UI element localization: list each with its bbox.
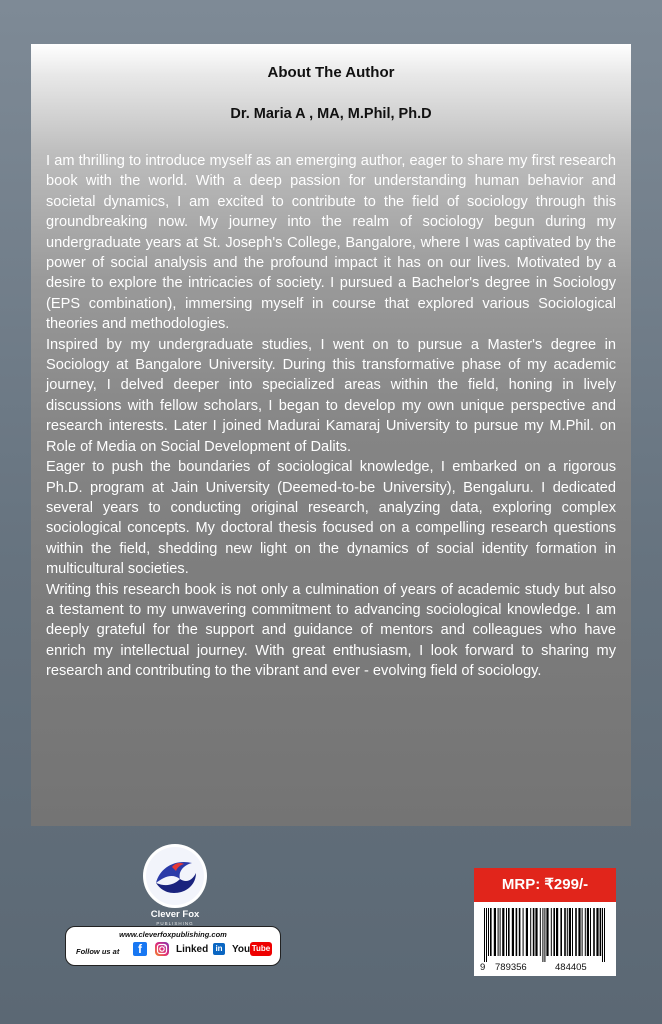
barcode-bar (578, 908, 580, 956)
barcode-bar (575, 908, 577, 956)
barcode-bar (512, 908, 514, 956)
follow-label: Follow us at (76, 947, 120, 956)
website-link[interactable]: www.cleverfoxpublishing.com (119, 930, 227, 939)
bio-paragraph: Inspired by my undergraduate studies, I went on to pursue a Master's degree in Sociology at Bangalore University. During this transformative phase of my academic journey, I delved deeper into specialized areas within the field, honing in lively discussions with fellow scholars, I began to develop my own unique perspective and research interests. Later I joined Madurai Kamaraj University to pursue my M.Phil. on Role of Media on Social Development of Dalits. (46, 336, 616, 455)
barcode-bar (551, 908, 552, 956)
barcode-digit-group: 789356 (495, 962, 527, 973)
youtube-label[interactable]: You (232, 944, 251, 955)
barcode-bar (488, 908, 489, 956)
fox-logo-icon (142, 843, 208, 909)
barcode-bar (553, 908, 555, 956)
barcode-bar (535, 908, 537, 956)
barcode-bar (567, 908, 568, 956)
linkedin-label[interactable]: Linked (176, 944, 209, 955)
author-bio (46, 151, 616, 682)
barcode-guard-bar (542, 908, 543, 962)
barcode-bar (533, 908, 535, 956)
barcode-bar (560, 908, 562, 956)
barcode-bar (587, 908, 589, 956)
bio-paragraph: I am thrilling to introduce myself as an emerging author, eager to share my first research book with the world. With a deep passion for understanding human behavior and societal dynamics, I am excited to contribute to the field of sociology through this groundbreaking now. My journey into the realm of sociology begun during my undergraduate years at St. Joseph's College, Bangalore, where I was captivated by the power of social analysis and the profound impact it has on our lives. Motivated by a desire to explore the intricacies of society. I pursued a Bachelor's degree in Sociology (EPS combination), immersing myself in course that explored various Sociological theories and methodologies. (46, 153, 616, 333)
barcode-bar (494, 908, 496, 956)
barcode-bar (593, 908, 595, 956)
linkedin-icon[interactable]: in (213, 943, 225, 955)
barcode-bar (508, 908, 510, 956)
barcode-bar (490, 908, 492, 956)
barcode-digit-group: 484405 (555, 962, 587, 973)
facebook-icon[interactable]: f (133, 942, 147, 956)
about-author-panel (31, 44, 631, 826)
bio-paragraph: Eager to push the boundaries of sociological knowledge, I embarked on a rigorous Ph.D. program at Jain University (Deemed-to-be University), Bengaluru. I dedicated several years to conducting original research, analyzing data, exploring complex sociological concepts. My doctoral thesis focused on a compelling research questions within the field, shedding new light on the dynamics of social identity formation in multicultural societies. (46, 459, 616, 578)
barcode-bar (590, 908, 591, 956)
barcode-guard-bar (604, 908, 605, 962)
bio-paragraph: Writing this research book is not only a culmination of years of academic study but also a testament to my unwavering commitment to advancing sociological knowledge. I am deeply grateful for the support and guidance of mentors and colleagues who have enrich my intellectual journey. With great enthusiasm, I look forward to sharing my research and contributing to the vibrant and ever - evolving field of sociology. (46, 581, 616, 680)
mrp-price-label: MRP: ₹299/- (474, 868, 616, 902)
barcode-bar (523, 908, 524, 956)
barcode-bar (530, 908, 531, 956)
author-name: Dr. Maria A , MA, M.Phil, Ph.D (230, 106, 432, 122)
barcode-bar (546, 908, 548, 956)
barcode-bar (596, 908, 598, 956)
barcode-bar (500, 908, 501, 956)
barcode-bar (502, 908, 504, 956)
barcode-guard-bar (486, 908, 487, 962)
barcode-bar (582, 908, 583, 956)
barcode-bar (556, 908, 558, 956)
barcode-guard-bar (484, 908, 485, 962)
social-links-box (65, 926, 281, 966)
publisher-tagline: PUBLISHING (156, 921, 194, 926)
barcode-bar (569, 908, 571, 956)
barcode-bar (564, 908, 566, 956)
barcode-bar (506, 908, 507, 956)
youtube-icon[interactable]: Tube (250, 942, 272, 956)
barcode-bar (516, 908, 518, 956)
barcode-bar (498, 908, 499, 956)
barcode-digit-group: 9 (480, 962, 486, 973)
barcode-bars (482, 908, 608, 962)
barcode-bar (519, 908, 521, 956)
barcode-bar (572, 908, 573, 956)
barcode-bar (540, 908, 541, 956)
section-title: About The Author (267, 64, 395, 81)
barcode-bar (600, 908, 602, 956)
barcode-bar (585, 908, 586, 956)
publisher-name: Clever Fox (150, 909, 200, 920)
instagram-icon[interactable] (155, 942, 169, 956)
isbn-barcode (474, 902, 616, 976)
barcode-bar (526, 908, 528, 956)
barcode-guard-bar (602, 908, 603, 962)
barcode-guard-bar (544, 908, 545, 962)
